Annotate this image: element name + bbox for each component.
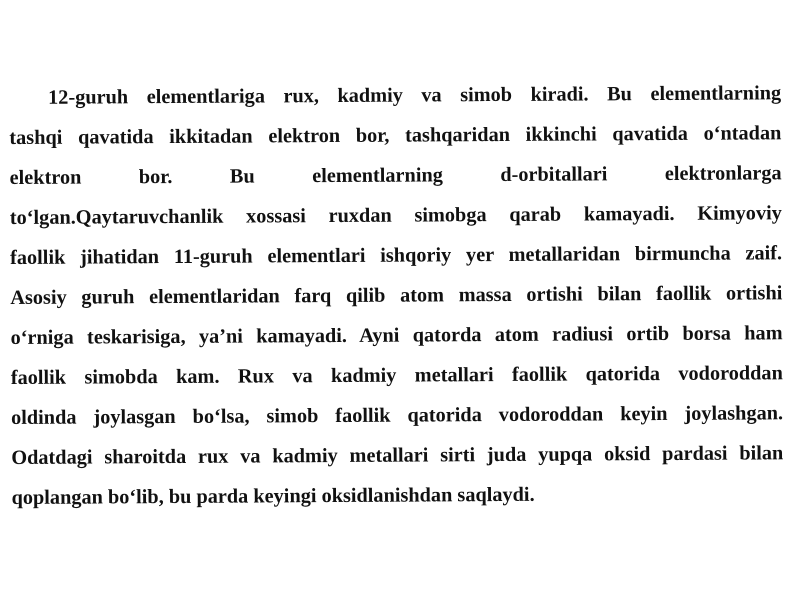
paragraph-line: o‘rniga teskarisiga, ya’ni kamayadi. Ayni qatorda atom radiusi ortib borsa ham bbox=[10, 322, 783, 349]
paragraph-line: oldinda joylasgan bo‘lsa, simob faollik qatorida vodoroddan keyin joylashgan. bbox=[11, 402, 784, 429]
paragraph-line: faollik jihatidan 11-guruh elementlari ishqoriy yer metallaridan birmuncha zaif. bbox=[10, 242, 783, 269]
paragraph-line: to‘lgan.Qaytaruvchanlik xossasi ruxdan simobga qarab kamayadi. Kimyoviy bbox=[9, 202, 782, 229]
paragraph-line: qoplangan bo‘lib, bu parda keyingi oksidlanishdan saqlaydi. bbox=[11, 483, 535, 509]
body-paragraph bbox=[9, 73, 784, 518]
paragraph-line: tashqi qavatida ikkitadan elektron bor, tashqaridan ikkinchi qavatida o‘ntadan bbox=[9, 122, 782, 149]
paragraph-line: 12-guruh elementlariga rux, kadmiy va simob kiradi. Bu elementlarning bbox=[48, 82, 782, 109]
paragraph-line: faollik simobda kam. Rux va kadmiy metallari faollik qatorida vodoroddan bbox=[10, 362, 783, 389]
paragraph-line: Odatdagi sharoitda rux va kadmiy metallari sirti juda yupqa oksid pardasi bilan bbox=[11, 442, 784, 469]
paragraph-line: Asosiy guruh elementlaridan farq qilib atom massa ortishi bilan faollik ortishi bbox=[10, 282, 783, 309]
paragraph-line: elektron bor. Bu elementlarning d-orbitallari elektronlarga bbox=[9, 162, 782, 189]
